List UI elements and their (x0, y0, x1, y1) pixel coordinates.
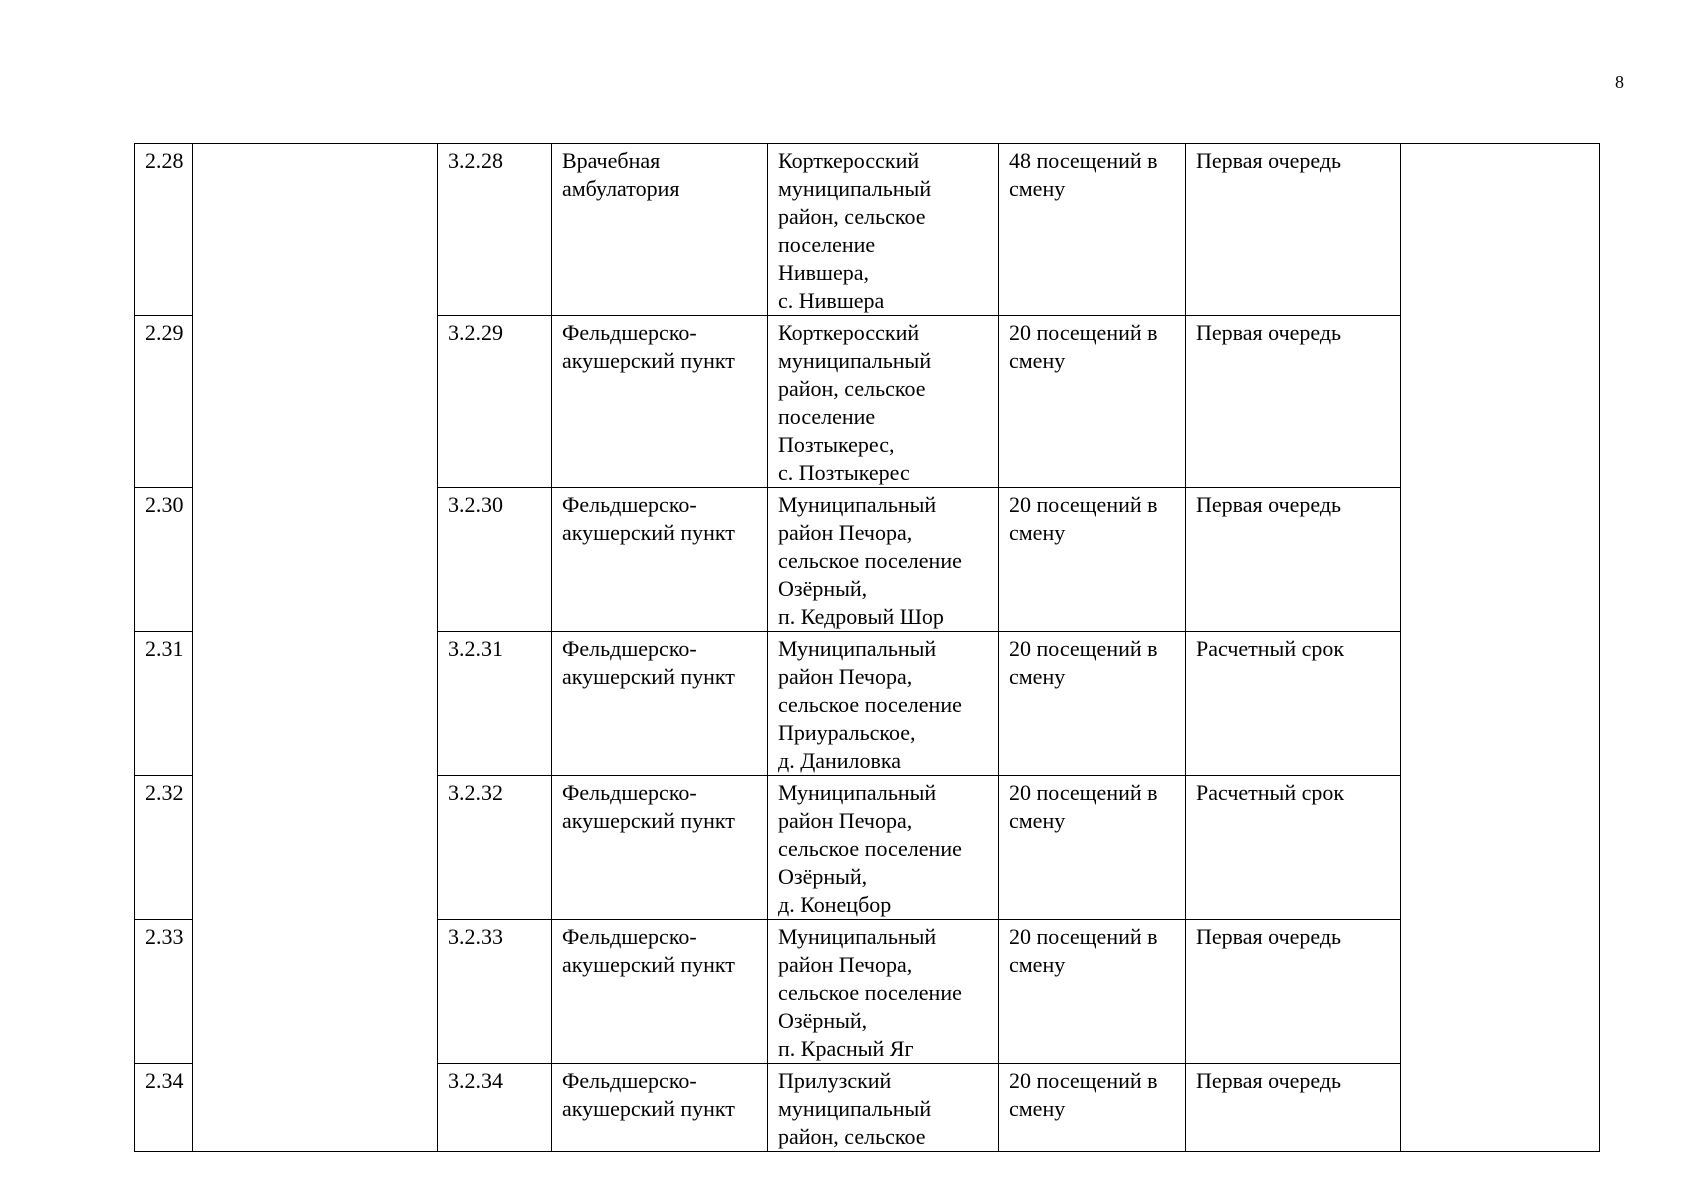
row-code: 3.2.34 (438, 1064, 552, 1152)
facility-capacity: 20 посещений в смену (999, 316, 1186, 488)
row-number: 2.28 (135, 144, 193, 316)
row-number: 2.31 (135, 632, 193, 776)
row-number: 2.33 (135, 920, 193, 1064)
row-code: 3.2.33 (438, 920, 552, 1064)
row-number: 2.34 (135, 1064, 193, 1152)
facility-name: Фельдшерско- акушерский пункт (552, 1064, 768, 1152)
facility-name: Фельдшерско- акушерский пункт (552, 316, 768, 488)
merged-empty-cell-right (1401, 144, 1600, 1152)
facility-priority: Расчетный срок (1186, 632, 1401, 776)
row-code: 3.2.30 (438, 488, 552, 632)
facility-capacity: 20 посещений в смену (999, 920, 1186, 1064)
facilities-table (134, 143, 1600, 1152)
row-number: 2.32 (135, 776, 193, 920)
facility-capacity: 20 посещений в смену (999, 776, 1186, 920)
facility-name: Фельдшерско- акушерский пункт (552, 776, 768, 920)
facility-name: Фельдшерско- акушерский пункт (552, 920, 768, 1064)
table-row (135, 144, 1600, 316)
row-number: 2.29 (135, 316, 193, 488)
facility-name: Фельдшерско- акушерский пункт (552, 488, 768, 632)
facility-priority: Первая очередь (1186, 488, 1401, 632)
facility-priority: Первая очередь (1186, 920, 1401, 1064)
facility-location: Муниципальный район Печора, сельское поселение Озёрный, д. Конецбор (768, 776, 999, 920)
row-code: 3.2.28 (438, 144, 552, 316)
facility-capacity: 20 посещений в смену (999, 632, 1186, 776)
row-code: 3.2.29 (438, 316, 552, 488)
facility-name: Врачебная амбулатория (552, 144, 768, 316)
facility-location: Прилузский муниципальный район, сельское (768, 1064, 999, 1152)
facility-capacity: 48 посещений в смену (999, 144, 1186, 316)
merged-empty-cell-left (193, 144, 438, 1152)
facility-location: Корткеросский муниципальный район, сельское поселение Позтыкерес, с. Позтыкерес (768, 316, 999, 488)
facility-name: Фельдшерско- акушерский пункт (552, 632, 768, 776)
facility-location: Корткеросский муниципальный район, сельское поселение Нившера, с. Нившера (768, 144, 999, 316)
facility-location: Муниципальный район Печора, сельское поселение Озёрный, п. Красный Яг (768, 920, 999, 1064)
facility-location: Муниципальный район Печора, сельское поселение Озёрный, п. Кедровый Шор (768, 488, 999, 632)
facility-capacity: 20 посещений в смену (999, 488, 1186, 632)
page-number: 8 (1615, 72, 1624, 92)
facility-priority: Расчетный срок (1186, 776, 1401, 920)
facility-priority: Первая очередь (1186, 1064, 1401, 1152)
facility-location: Муниципальный район Печора, сельское поселение Приуральское, д. Даниловка (768, 632, 999, 776)
facility-priority: Первая очередь (1186, 316, 1401, 488)
row-number: 2.30 (135, 488, 193, 632)
facility-capacity: 20 посещений в смену (999, 1064, 1186, 1152)
facility-priority: Первая очередь (1186, 144, 1401, 316)
row-code: 3.2.31 (438, 632, 552, 776)
row-code: 3.2.32 (438, 776, 552, 920)
